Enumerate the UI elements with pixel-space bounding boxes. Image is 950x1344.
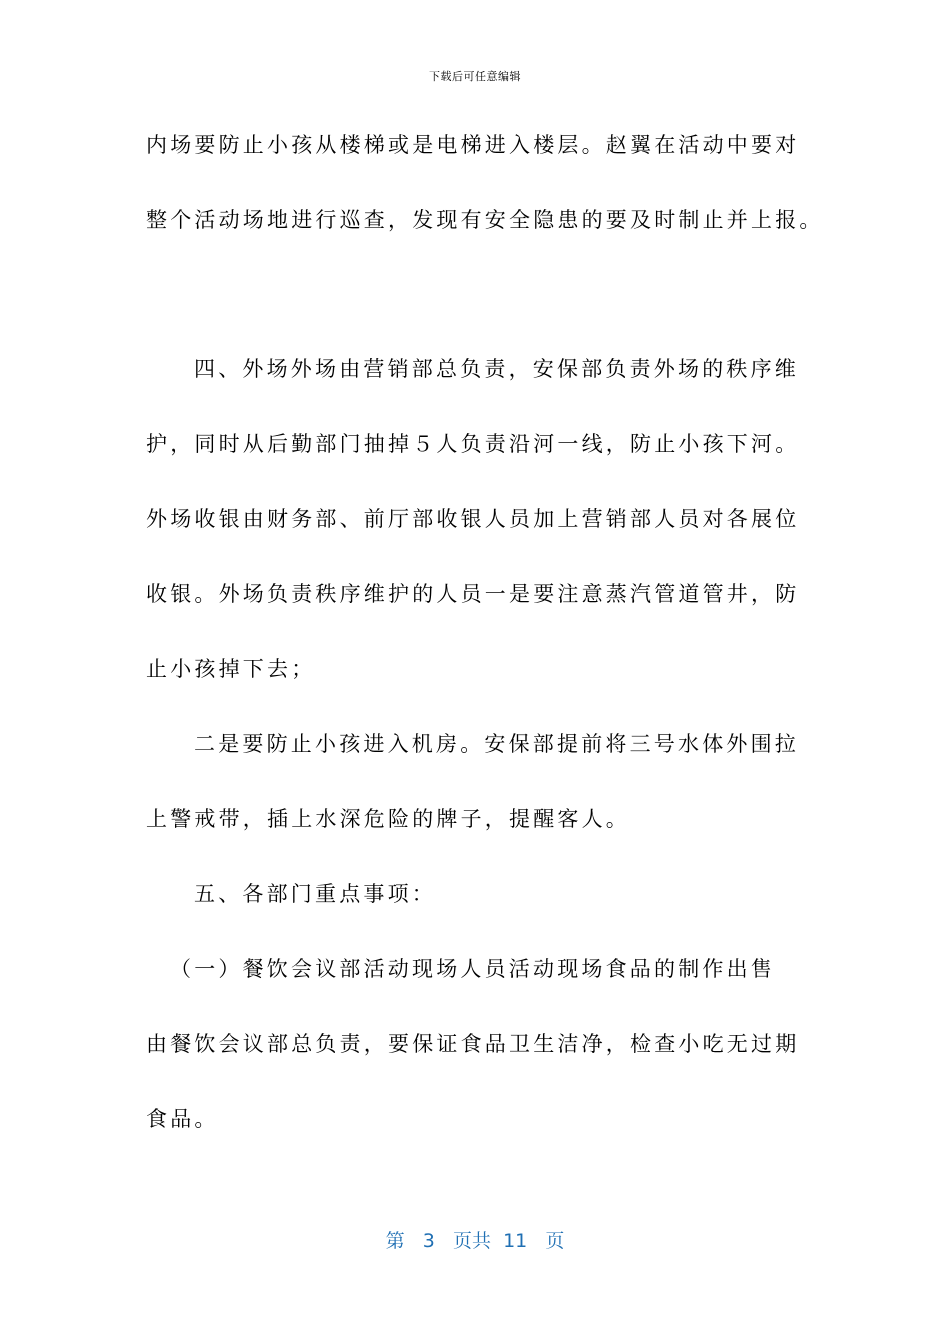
footer-page-number: 3 [422,1230,435,1252]
text-line: （一）餐饮会议部活动现场人员活动现场食品的制作出售 [170,957,775,981]
text-line: 内场要防止小孩从楼梯或是电梯进入楼层。赵翼在活动中要对 [146,133,800,157]
footer-total-pages: 11 [503,1230,528,1252]
text-line: 收银。外场负责秩序维护的人员一是要注意蒸汽管道管井，防 [146,582,800,606]
footer-prefix: 第 [385,1230,405,1252]
body-text [146,332,814,1157]
text-line: 护，同时从后勤部门抽掉５人负责沿河一线，防止小孩下河。 [146,432,800,456]
text-line: 止小孩掉下去； [146,657,316,681]
text-line: 四、外场外场由营销部总负责，安保部负责外场的秩序维 [194,357,799,381]
body-text [146,108,824,258]
text-line: 整个活动场地进行巡查，发现有安全隐患的要及时制止并上报。 [146,208,824,232]
text-line: 五、各部门重点事项： [194,882,436,906]
text-line: 食品。 [146,1107,219,1131]
text-line: 外场收银由财务部、前厅部收银人员加上营销部人员对各展位 [146,507,800,531]
page-footer [0,1226,950,1253]
header-note: 下载后可任意编辑 [429,70,521,83]
text-line: 由餐饮会议部总负责，要保证食品卫生洁净，检查小吃无过期 [146,1032,800,1056]
text-line: 二是要防止小孩进入机房。安保部提前将三号水体外围拉 [194,732,799,756]
footer-suffix: 页 [545,1230,565,1252]
text-line: 上警戒带，插上水深危险的牌子，提醒客人。 [146,807,630,831]
footer-middle: 页共 [452,1230,491,1252]
